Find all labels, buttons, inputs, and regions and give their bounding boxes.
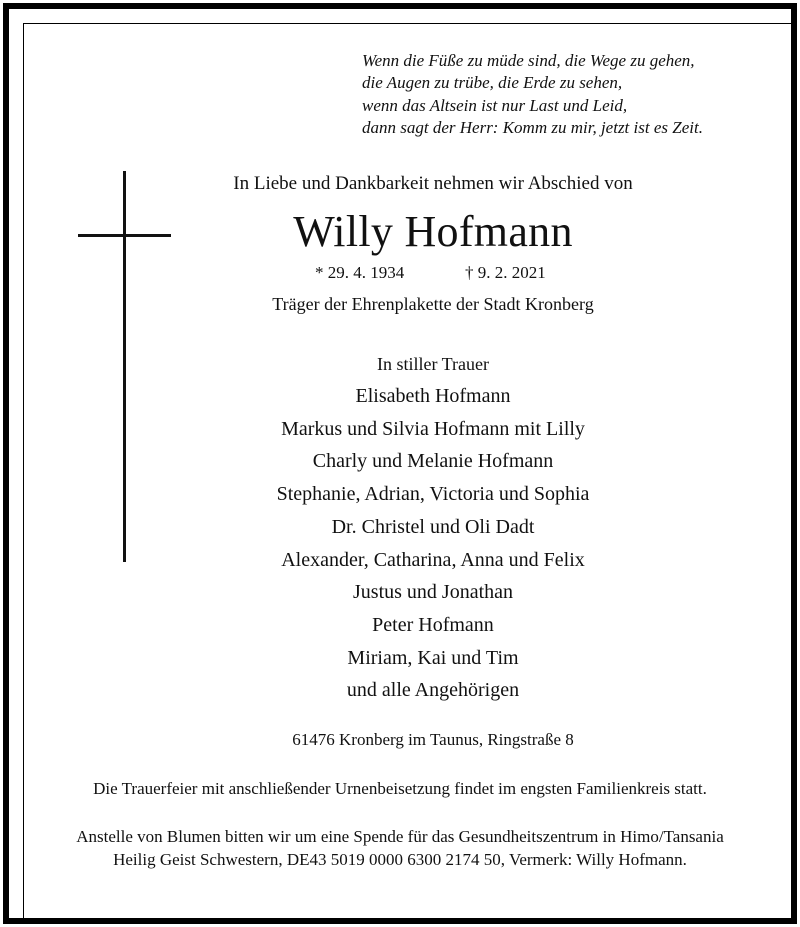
mourner-name: Miriam, Kai und Tim bbox=[347, 646, 519, 669]
mourner-name: Stephanie, Adrian, Victoria und Sophia bbox=[276, 483, 590, 506]
mourners-list bbox=[60, 380, 800, 707]
mourner-name: Alexander, Catharina, Anna und Felix bbox=[281, 548, 585, 571]
donation-notice bbox=[14, 826, 786, 871]
mourner-name: Charly und Melanie Hofmann bbox=[312, 450, 554, 473]
mourner-name: Justus und Jonathan bbox=[353, 581, 513, 604]
mourners-heading: In stiller Trauer bbox=[377, 354, 489, 374]
ceremony-notice: Die Trauerfeier mit anschließender Urnenbeisetzung findet im engsten Familienkreis statt. bbox=[93, 779, 707, 798]
poem bbox=[362, 50, 772, 140]
poem-line: die Augen zu trübe, die Erde zu sehen, bbox=[362, 73, 623, 93]
mourner-name: Peter Hofmann bbox=[372, 613, 494, 636]
family-address: 61476 Kronberg im Taunus, Ringstraße 8 bbox=[292, 730, 574, 749]
mourner-name: Markus und Silvia Hofmann mit Lilly bbox=[281, 417, 585, 440]
mourner-name: Elisabeth Hofmann bbox=[355, 385, 511, 407]
death-date: † 9. 2. 2021 bbox=[465, 263, 546, 282]
farewell-intro: In Liebe und Dankbarkeit nehmen wir Abschied von bbox=[233, 173, 633, 194]
donation-line: Anstelle von Blumen bitten wir um eine Spende für das Gesundheitszentrum in Himo/Tansania bbox=[76, 827, 724, 846]
honor-text: Träger der Ehrenplakette der Stadt Kronberg bbox=[272, 294, 594, 314]
donation-line: Heilig Geist Schwestern, DE43 5019 0000 6300 2174 50, Vermerk: Willy Hofmann. bbox=[113, 849, 687, 869]
poem-line: Wenn die Füße zu müde sind, die Wege zu gehen, bbox=[362, 51, 695, 70]
poem-line: dann sagt der Herr: Komm zu mir, jetzt ist es Zeit. bbox=[362, 118, 703, 138]
poem-line: wenn das Altsein ist nur Last und Leid, bbox=[362, 95, 628, 115]
mourner-name: und alle Angehörigen bbox=[346, 679, 520, 702]
mourner-name: Dr. Christel und Oli Dadt bbox=[331, 515, 535, 538]
birth-date: * 29. 4. 1934 bbox=[315, 263, 405, 282]
deceased-name: Willy Hofmann bbox=[293, 207, 573, 256]
